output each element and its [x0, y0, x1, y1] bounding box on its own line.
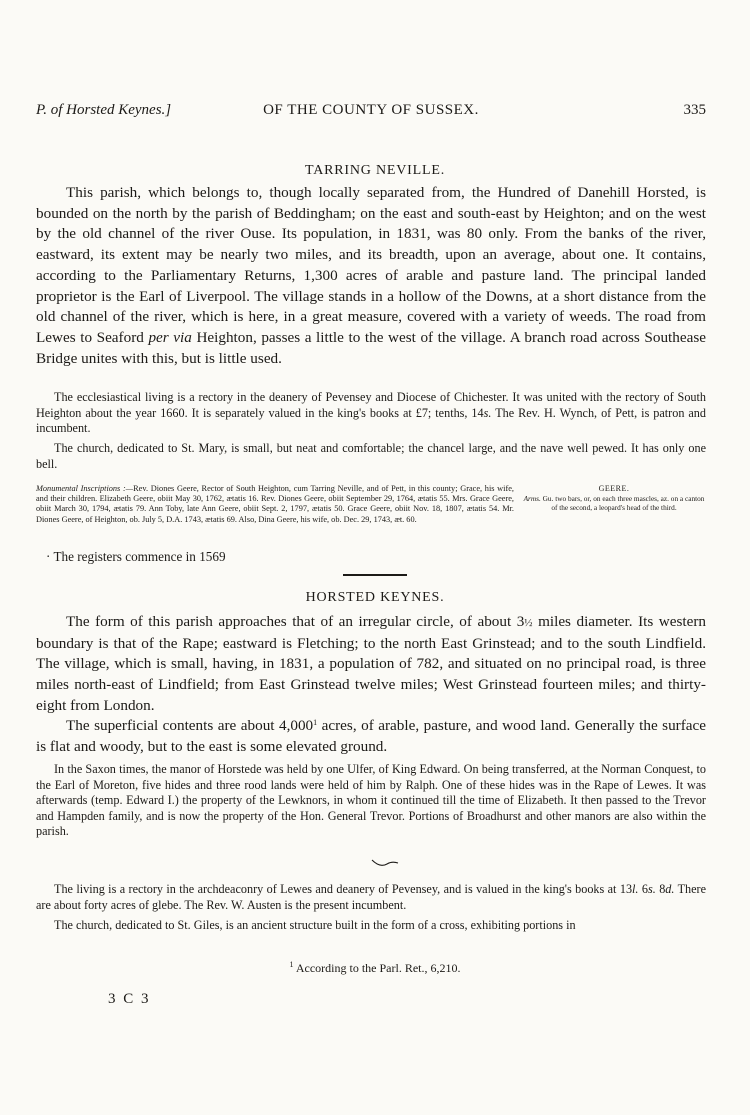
horsted-p2-b: acres, of arable, pasture, and wood land. Generally the surface is flat and woody, but to the east is some elevated ground. — [36, 717, 707, 755]
arms-note — [522, 484, 706, 513]
horsted-p4-l: l. — [632, 882, 639, 896]
registers-note: · The registers commence in 1569 — [46, 549, 226, 564]
header-title: OF THE COUNTY OF SUSSEX. — [263, 102, 479, 118]
tarring-p1-italic: per via — [148, 328, 192, 346]
arms-description — [522, 495, 706, 513]
printer-signature: 3 C 3 — [108, 991, 151, 1007]
running-header — [36, 102, 706, 122]
arms-text: Gu. two bars, or, on each three mascles, az. on a canton of the second, a leopard's head of the third. — [542, 494, 705, 512]
horsted-p4-d: d. — [665, 882, 675, 896]
horsted-p4-e: There are about forty acres of glebe. The Rev. W. Austen is the present incumbent. — [36, 882, 707, 912]
tarring-p1-end: Heighton, passes a little to the west of the village. A branch road across Southease Bridge unites with this, but is little used. — [36, 328, 706, 367]
monumental-inscriptions — [36, 484, 514, 525]
tarring-paragraph-1 — [36, 183, 706, 369]
horsted-p4-b: 6 — [641, 882, 648, 896]
horsted-paragraph-3: In the Saxon times, the manor of Horstede was held by one Ulfer, of King Edward. On being transferred, at the Norman Conquest, to the Earl of Moreton, five hides and three rood lands were held of him by Ralph. One of these hides was in the Rape of Lewes. It was afterwards (temp. Edward I.) the property of the Lewknors, in whom it continued till the time of Elizabeth. It then passed to the Trevor and Hampden family, and is now the property of the Hon. General Trevor. Portions of Broadhurst and other manors are also within the parish. — [36, 762, 706, 839]
horsted-paragraph-1 — [36, 612, 706, 717]
horsted-paragraph-5: The church, dedicated to St. Giles, is an ancient structure built in the form of a cross, exhibiting portions in — [54, 918, 576, 932]
tarring-p2-end: The Rev. H. Wynch, of Pett, is patron and incumbent. — [36, 405, 706, 436]
header-left: P. of Horsted Keynes.] — [36, 102, 172, 118]
footnote-ref: 1 — [313, 718, 318, 727]
footnote — [0, 961, 750, 976]
tarring-paragraph-3: The church, dedicated to St. Mary, is small, but neat and comfortable; the chancel large, and the nave well pewed. It has only one bell. — [36, 441, 706, 471]
horsted-p4-c: 8 — [659, 882, 666, 896]
arms-family-name: GEERE. — [598, 484, 630, 493]
flourish-ornament — [370, 857, 400, 869]
horsted-p4-a: The living is a rectory in the archdeaconry of Lewes and deanery of Pevensey, and is valued in the king's books at 13 — [54, 882, 633, 896]
horsted-p1-b: miles diameter. Its western boundary is that of the Rape; eastward is Fletching; to the north East Grinstead; and to the south Lindfield. The village, which is small, having, in 1831, a population of 782, and situated on no principal road, is three miles north-east of Lindfield; from East Grinstead twelve miles; West Grinstead fourteen miles; and thirty-eight from London. — [36, 613, 706, 714]
horsted-paragraph-4 — [36, 882, 706, 913]
monumental-label: Monumental Inscriptions :— — [36, 484, 134, 493]
section-title-tarring-neville: TARRING NEVILLE. — [305, 163, 445, 178]
page-number: 335 — [683, 102, 706, 118]
section-divider — [343, 574, 407, 576]
horsted-p4-s: s. — [647, 882, 656, 896]
tarring-p2-start: The ecclesiastical living is a rectory in the deanery of Pevensey and Diocese of Chichester. It was united with the rectory of South Heighton about the year 1660. It is separately valued in the king's books at £7; tenths, 14 — [36, 390, 706, 420]
tarring-p2-s: s. — [483, 405, 492, 420]
registers-text: The registers commence in 1569 — [53, 549, 226, 564]
horsted-p1-a: The form of this parish approaches that of an irregular circle, of about 3 — [66, 613, 525, 630]
section-title-horsted-keynes: HORSTED KEYNES. — [305, 590, 445, 605]
horsted-p2-a: The superficial contents are about 4,000 — [66, 717, 314, 734]
footnote-text: According to the Parl. Ret., 6,210. — [295, 961, 461, 975]
tarring-paragraph-2 — [36, 390, 706, 437]
monumental-text: Rev. Diones Geere, Rector of South Heighton, cum Tarring Neville, and of Pett, in this county; Grace, his wife, and their children. Elizabeth Geere, obiit May 30, 1762, ætatis 16. Rev. Diones Geere, obiit September 29, 1764, ætatis 55. Mrs. Grace Geere, obiit March 30, 1794, ætatis 79. Ann Toby, late Ann Geere, obiit Sept. 2, 1797, ætatis 50. Grace Geere, obiit Nov. 18, 1807, ætatis 54. Mr. Diones Geere, of Heighton, ob. July 5, D.A. 1743, ætatis 69. Also, Dina Geere, his wife, ob. Dec. 29, 1743, æt. 60. — [36, 484, 514, 524]
arms-label: Arms. — [523, 494, 541, 503]
horsted-p1-fraction: ½ — [524, 617, 533, 629]
horsted-paragraph-2 — [36, 716, 706, 757]
tarring-p1-text: This parish, which belongs to, though locally separated from, the Hundred of Danehill Horsted, is bounded on the north by the parish of Beddingham; on the east and south-east by Heighton; and on the west by the old channel of the river Ouse. Its population, in 1831, was 80 only. From the banks of the river, eastward, its extent may be nearly two miles, and its breadth, upon an average, about one. It contains, according to the Parliamentary Returns, 1,300 acres of arable and pasture land. The principal landed proprietor is the Earl of Liverpool. The village stands in a hollow of the Downs, at a short distance from the old channel of the river, which is here, in a great measure, covered with a variety of weeds. The road from Lewes to Seaford — [36, 184, 706, 346]
footnote-marker: 1 — [289, 960, 294, 969]
